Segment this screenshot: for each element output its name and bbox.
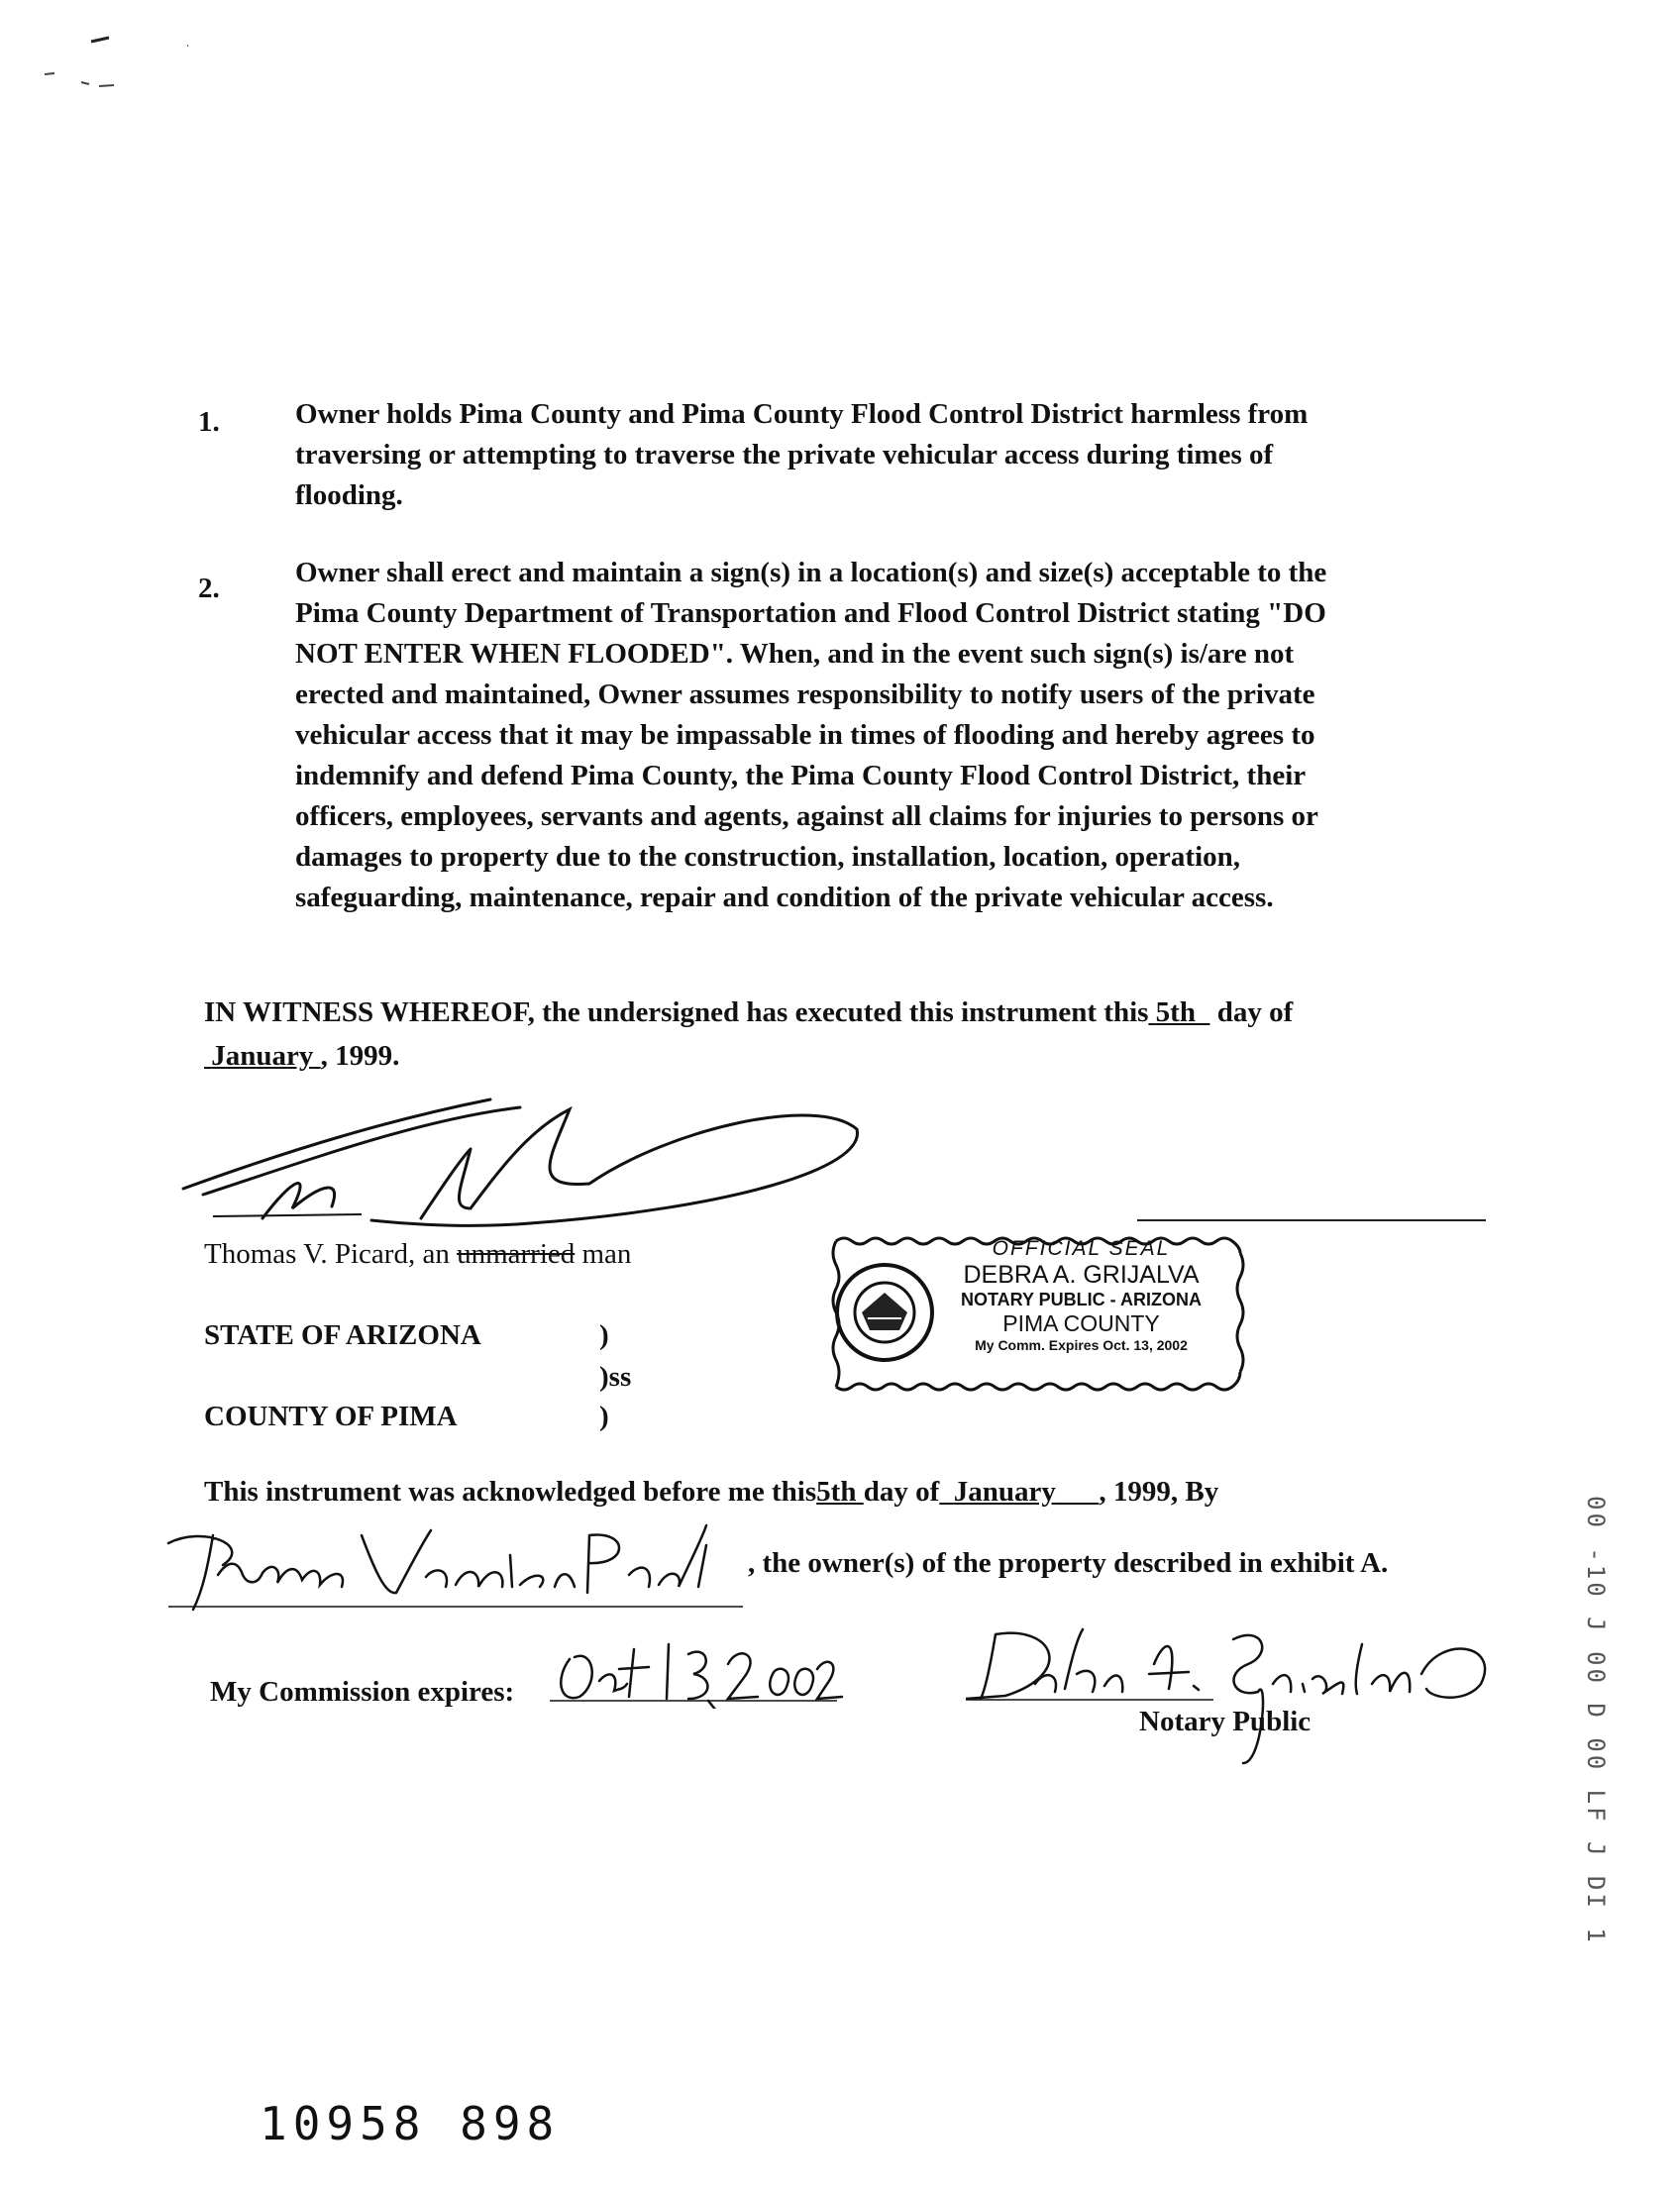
item-2-line: Owner shall erect and maintain a sign(s) in a location(s) and size(s) acceptable to the	[295, 557, 1327, 588]
ack-day: 5th	[816, 1476, 857, 1508]
commission-date-text	[555, 1684, 556, 1685]
item-text-1	[295, 394, 1308, 516]
commission-label: My Commission expires:	[210, 1676, 515, 1708]
venue-state: STATE OF ARIZONA	[204, 1319, 481, 1351]
notary-public-label: Notary Public	[1139, 1706, 1312, 1737]
item-2-line: vehicular access that it may be impassable in times of flooding and hereby agrees to	[295, 719, 1315, 751]
witness-day: 5th	[1155, 996, 1196, 1028]
item-text-2	[295, 553, 1326, 918]
witness-day-suffix: day of	[1216, 996, 1294, 1028]
item-2-line: Pima County Department of Transportation and Flood Control District stating "DO	[295, 597, 1326, 629]
item-2-line: NOT ENTER WHEN FLOODED". When, and in the event such sign(s) is/are not	[295, 638, 1295, 670]
ack-year: , 1999, By	[1099, 1476, 1219, 1508]
item-2-line: safeguarding, maintenance, repair and condition of the private vehicular access.	[295, 882, 1274, 913]
seal-text	[925, 1237, 1237, 1353]
witness-line-1	[204, 996, 1293, 1029]
item-1-line: flooding.	[295, 479, 403, 511]
seal-line-1: OFFICIAL SEAL	[992, 1237, 1171, 1260]
seal-line-5: My Comm. Expires Oct. 13, 2002	[975, 1337, 1188, 1353]
owner-name-handwritten	[163, 1515, 748, 1615]
notary-seal	[830, 1233, 1246, 1395]
signer-name: Thomas V. Picard, an unmarried man	[204, 1238, 632, 1270]
item-2-line: erected and maintained, Owner assumes responsibility to notify users of the private	[295, 679, 1315, 710]
ack-intro: This instrument was acknowledged before me this	[204, 1476, 817, 1508]
item-2-line: damages to property due to the construction, installation, location, operation,	[295, 841, 1241, 873]
notary-signature-text	[981, 1684, 982, 1685]
struck-word: unmarried	[457, 1238, 576, 1270]
ack-month: January	[953, 1476, 1056, 1508]
notary-signature	[966, 1615, 1521, 1773]
owner-signature-text	[178, 1530, 179, 1531]
scan-specks	[30, 30, 188, 99]
witness-intro: IN WITNESS WHEREOF, the undersigned has executed this instrument this	[204, 996, 1149, 1028]
item-2-line: officers, employees, servants and agents, against all claims for injuries to persons or	[295, 800, 1318, 832]
owner-property-text: , the owner(s) of the property described in exhibit A.	[748, 1547, 1389, 1579]
venue-ss: )ss	[599, 1361, 632, 1393]
document-number: 10958 898	[260, 2097, 561, 2150]
seal-line-2: DEBRA A. GRIJALVA	[963, 1261, 1200, 1289]
seal-line-4: PIMA COUNTY	[1002, 1310, 1160, 1336]
item-number-2: 2.	[198, 573, 220, 604]
item-1-line: traversing or attempting to traverse the private vehicular access during times of	[295, 439, 1274, 470]
commission-date-handwritten	[550, 1619, 847, 1709]
side-recording-print: 00 -10 J 00 D 00 LF J DI 1	[1582, 1496, 1610, 1945]
seal-line-3: NOTARY PUBLIC - ARIZONA	[961, 1290, 1202, 1309]
witness-line-2	[204, 1040, 399, 1073]
item-2-line: indemnify and defend Pima County, the Pima County Flood Control District, their	[295, 760, 1307, 791]
item-number-1: 1.	[198, 406, 220, 438]
ack-day-of: day of	[863, 1476, 940, 1508]
venue-county: COUNTY OF PIMA	[204, 1401, 458, 1432]
witness-year: , 1999.	[320, 1040, 400, 1072]
acknowledgment-line	[204, 1476, 1218, 1509]
owner-signature	[173, 1090, 867, 1238]
venue-paren-1: )	[599, 1319, 609, 1351]
venue-paren-2: )	[599, 1401, 609, 1432]
signature-line	[1137, 1219, 1486, 1221]
item-1-line: Owner holds Pima County and Pima County Flood Control District harmless from	[295, 398, 1309, 430]
witness-month: January	[211, 1040, 314, 1072]
